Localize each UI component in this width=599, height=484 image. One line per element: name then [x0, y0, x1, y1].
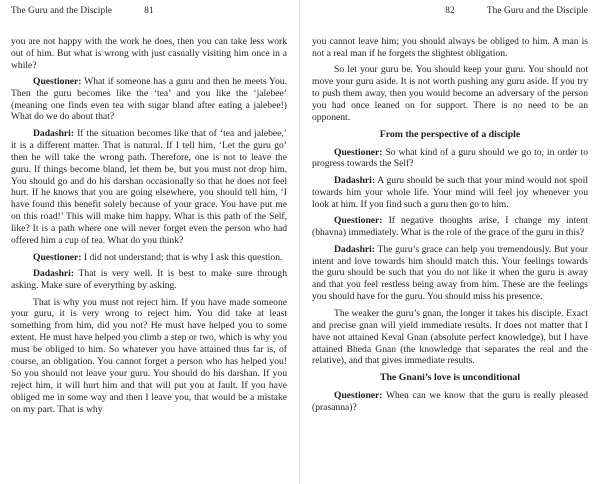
speaker-label: Questioner: [334, 389, 383, 401]
dialogue-text: I did not understand; that is why I ask this question. [81, 251, 283, 263]
speaker-label: Questioner: [334, 146, 383, 158]
page-number: 81 [144, 6, 154, 16]
page-number: 82 [445, 6, 455, 16]
paragraph: you cannot leave him; you should always be obliged to him. A man is not a real man if he forgets the slightest obligation. [312, 36, 588, 59]
dialogue-text: If the situation becomes like that of ‘tea and jalebee,’ it is a different matter. That is natural. If I tell him, ‘Let the guru go’ then he will take the wrong path. Therefore, one is not to leave the guru. If things become bland, let them be, but you must not drop him. You should go and do his darshan occasionally so that he does not feel hurt. If he knows that you are going elsewhere, you should tell him, ‘I have found this benefit solely because of your grace. You have put me on this road!’ This will make him happy. What is this path of the Self, like? It is a path where one will never forget even the person who had offered him a cup of tea. What do you think? [11, 127, 287, 247]
dialogue-paragraph [11, 128, 287, 247]
section-heading: From the perspective of a disciple [379, 128, 521, 140]
section-heading: The Gnani’s love is unconditional [379, 371, 521, 383]
speaker-label: Dadashri: [33, 268, 75, 280]
dialogue-text: So what kind of a guru should we go to, in order to progress towards the Self? [312, 146, 588, 170]
left-page [0, 0, 299, 484]
dialogue-paragraph [11, 268, 287, 292]
paragraph: So let your guru be. You should keep your guru. You should not move your guru aside. It is not worth pushing any guru aside. If you try to push them away, then you would become an adversary of the person you had once leaned on for support. There is no need to be an opponent. [312, 64, 588, 124]
dialogue-paragraph [312, 390, 588, 414]
dialogue-paragraph [312, 215, 588, 239]
dialogue-text: When can we know that the guru is really pleased (prasanna)? [312, 389, 588, 413]
dialogue-text: A guru should be such that your mind would not spoil towards him your whole life. Your mind will feel joy whenever you look at him. If you find such a guru then go to him. [312, 174, 588, 210]
dialogue-paragraph [312, 147, 588, 171]
right-page-header [312, 6, 588, 20]
speaker-label: Dadashri: [33, 127, 75, 139]
speaker-label: Dadashri: [334, 243, 376, 255]
dialogue-text: If negative thoughts arise, I change my intent (bhavna) immediately. What is the role of the grace of the guru in this? [312, 215, 588, 239]
dialogue-paragraph [312, 244, 588, 304]
dialogue-paragraph [11, 252, 287, 264]
paragraph: That is why you must not reject him. If you have made someone your guru, it is very wrong to reject him. You did take at least something from him, did you not? He must have helped you to some extent. He must have helped you climb a step or two, which is why you must be obliged to him. So whatever you have attained thus far is, of course, an obligation. You cannot forget a person who has helped you! So you should not leave your guru. You should do his darshan. If you reject him, it will hurt him and that will put you at fault. If you have obliged me in some way and then I leave you, that would be a mistake on my part. That is why [11, 296, 287, 415]
dialogue-paragraph [11, 76, 287, 124]
right-page [300, 0, 599, 484]
running-head-title: The Guru and the Disciple [11, 6, 113, 16]
dialogue-text: That is very well. It is best to make sure through asking. Make sure of everything by asking. [11, 268, 287, 291]
speaker-label: Questioner: [33, 75, 82, 87]
speaker-label: Dadashri: [334, 174, 376, 186]
left-page-header [11, 6, 287, 20]
dialogue-text: The guru’s grace can help you tremendously. But your intent and love towards him should match this. Your feelings towards the guru should be such that you do not like it when the guru is away and that you feel restless being away from him. These are the feelings you should have for the guru. You should miss his presence. [312, 243, 588, 303]
paragraph: you are not happy with the work he does, then you can take less work out of him. But what is wrong with just casually visiting him once in a while? [11, 36, 287, 71]
speaker-label: Questioner: [334, 215, 383, 227]
running-head-title: The Guru and the Disciple [486, 6, 588, 16]
dialogue-text: What if someone has a guru and then he meets You. Then the guru becomes like the ‘tea’ and you like the ‘jalebee’ (meaning one finds even tea with sugar bland after eating a jalebee!) What do we do about that? [11, 75, 287, 123]
dialogue-paragraph [312, 175, 588, 211]
paragraph: The weaker the guru’s gnan, the longer it takes his disciple. Exact and precise gnan will yield immediate results. It does not matter that I have not attained Keval Gnan (absolute perfect knowledge), but I have attained Bheda Gnan (the knowledge that separates the real and the relative), and that gives immediate results. [312, 307, 588, 367]
speaker-label: Questioner: [33, 251, 82, 263]
